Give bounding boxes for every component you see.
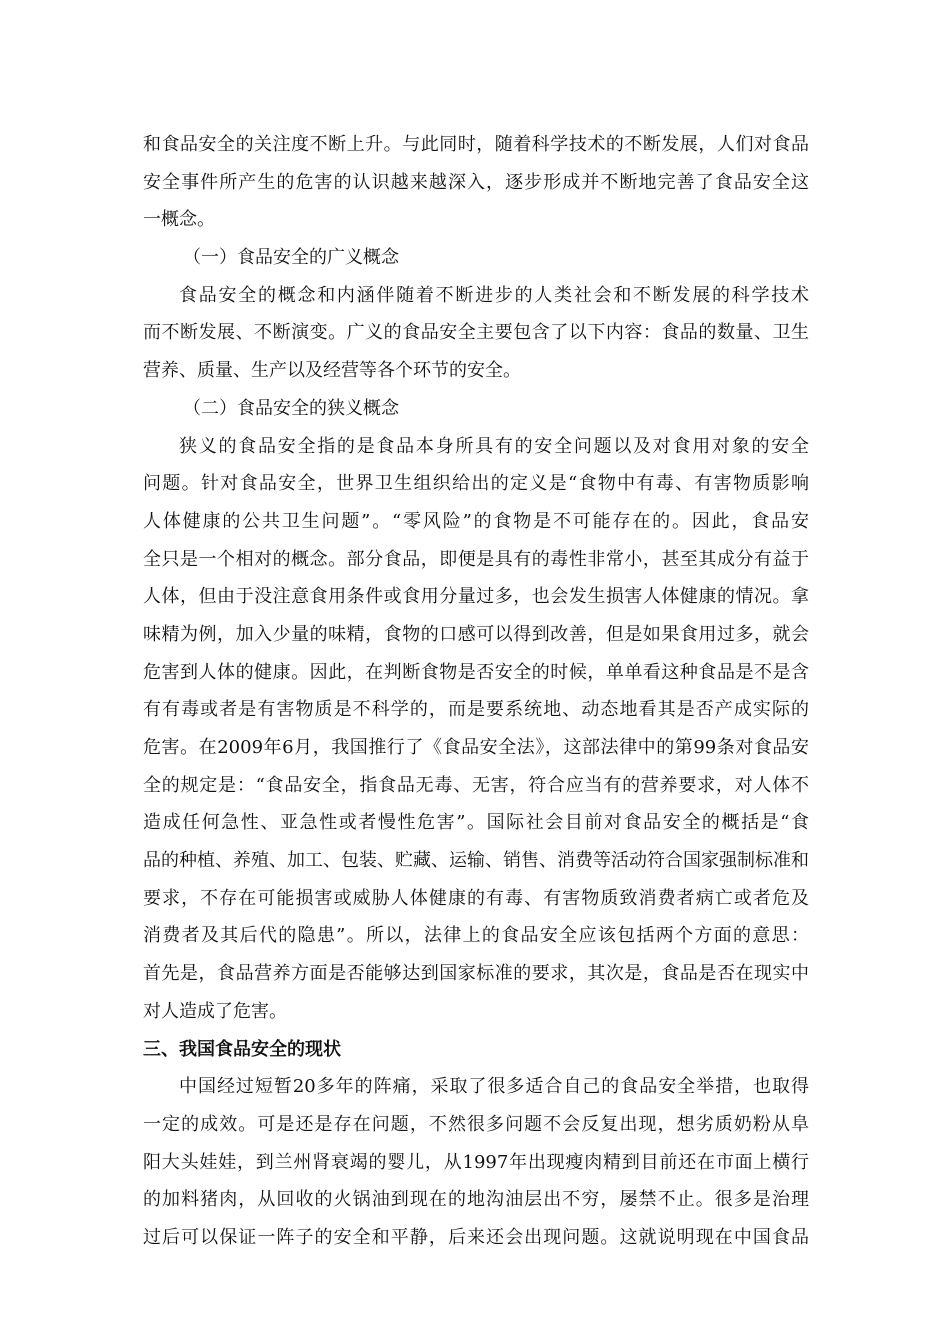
paragraph-line: 全的规定是：“食品安全，指食品无毒、无害，符合应当有的营养要求，对人体不 xyxy=(143,774,809,796)
paragraph-first-line: 中国经过短暂20多年的阵痛，采取了很多适合自己的食品安全举措，也取得 xyxy=(179,1076,809,1098)
paragraph-first-line: 狭义的食品安全指的是食品本身所具有的安全问题以及对食用对象的安全 xyxy=(179,435,809,457)
paragraph-line: 味精为例，加入少量的味精，食物的口感可以得到改善，但是如果食用过多，就会 xyxy=(143,623,809,645)
paragraph-line: 危害。在2009年6月，我国推行了《食品安全法》，这部法律中的第99条对食品安 xyxy=(143,737,809,758)
paragraph-line: 人体健康的公共卫生问题”。“零风险”的食物是不可能存在的。因此，食品安 xyxy=(143,510,809,532)
paragraph-line: 的加料猪肉，从回收的火锅油到现在的地沟油层出不穷，屡禁不止。很多是治理 xyxy=(143,1189,809,1211)
paragraph-line: 品的种植、养殖、加工、包装、贮藏、运输、销售、消费等活动符合国家强制标准和 xyxy=(143,850,809,872)
paragraph-line: 而不断发展、不断演变。广义的食品安全主要包含了以下内容：食品的数量、卫生 xyxy=(143,322,809,344)
paragraph-last-line: 对人造成了危害。 xyxy=(143,1000,287,1022)
paragraph-line: 消费者及其后代的隐患”。所以，法律上的食品安全应该包括两个方面的意思： xyxy=(143,925,809,947)
subsection-heading: （二）食品安全的狭义概念 xyxy=(183,397,399,419)
paragraph-line: 问题。针对食品安全，世界卫生组织给出的定义是“食物中有毒、有害物质影响 xyxy=(143,473,809,495)
subsection-heading: （一）食品安全的广义概念 xyxy=(183,247,399,269)
paragraph-line: 要求，不存在可能损害或威胁人体健康的有毒、有害物质致消费者病亡或者危及 xyxy=(143,887,809,909)
paragraph-first-line: 食品安全的概念和内涵伴随着不断进步的人类社会和不断发展的科学技术 xyxy=(179,284,809,306)
paragraph-last-line: 营养、质量、生产以及经营等各个环节的安全。 xyxy=(143,360,521,382)
paragraph-line: 一定的成效。可是还是存在问题，不然很多问题不会反复出现，想劣质奶粉从阜 xyxy=(143,1113,809,1135)
paragraph-line: 有有毒或者是有害物质是不科学的，而是要系统地、动态地看其是否产成实际的 xyxy=(143,699,809,721)
paragraph-line: 危害到人体的健康。因此，在判断食物是否安全的时候，单单看这种食品是不是含 xyxy=(143,661,809,683)
document-body xyxy=(143,126,809,1257)
paragraph-line: 人体，但由于没注意食用条件或食用分量过多，也会发生损害人体健康的情况。拿 xyxy=(143,586,809,608)
paragraph-line: 安全事件所产生的危害的认识越来越深入，逐步形成并不断地完善了食品安全这 xyxy=(143,171,809,193)
paragraph-line: 阳大头娃娃，到兰州肾衰竭的婴儿，从1997年出现瘦肉精到目前还在市面上横行 xyxy=(143,1151,809,1173)
paragraph-line: 过后可以保证一阵子的安全和平静，后来还会出现问题。这就说明现在中国食品 xyxy=(143,1226,809,1248)
paragraph-line: 和食品安全的关注度不断上升。与此同时，随着科学技术的不断发展，人们对食品 xyxy=(143,134,809,155)
paragraph-line: 造成任何急性、亚急性或者慢性危害”。国际社会目前对食品安全的概括是“食 xyxy=(143,812,809,834)
section-heading: 三、我国食品安全的现状 xyxy=(143,1038,341,1060)
paragraph-line: 全只是一个相对的概念。部分食品，即便是具有的毒性非常小，甚至其成分有益于 xyxy=(143,548,809,570)
paragraph-last-line: 一概念。 xyxy=(143,209,215,231)
paragraph-line: 首先是，食品营养方面是否能够达到国家标准的要求，其次是，食品是否在现实中 xyxy=(143,963,809,985)
